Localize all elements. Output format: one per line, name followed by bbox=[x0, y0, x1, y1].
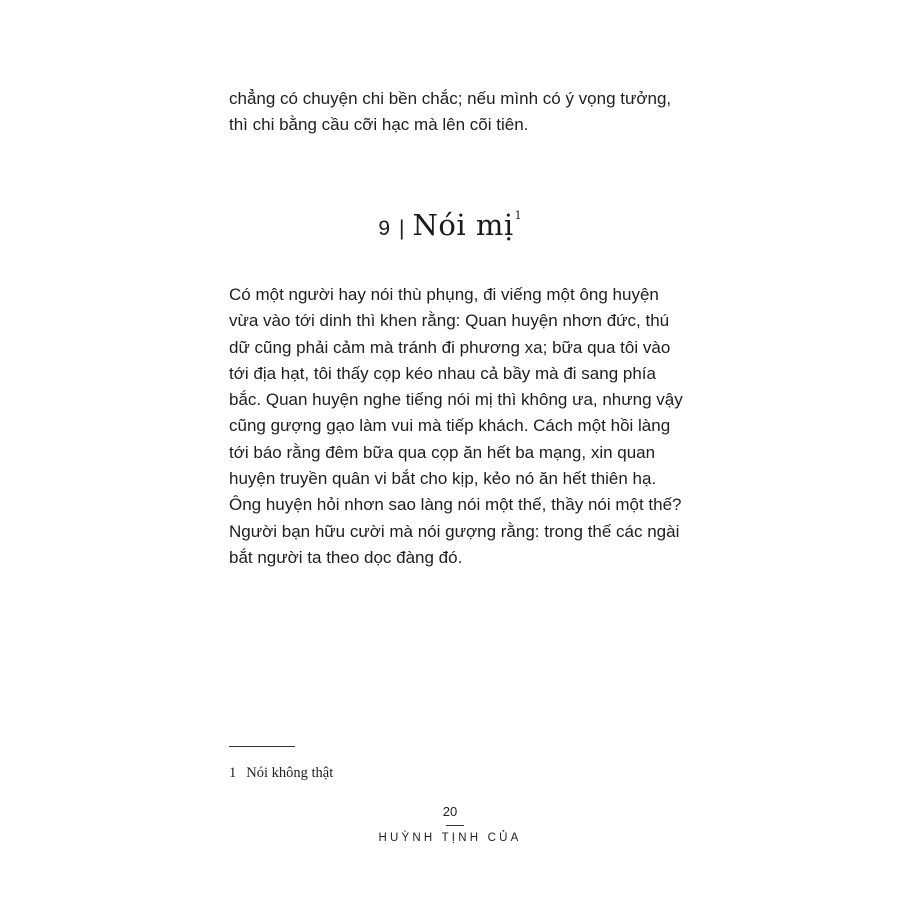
section-number: 9 bbox=[378, 217, 392, 240]
footnote-text: Nói không thật bbox=[246, 765, 334, 781]
text-line: tới báo rằng đêm bữa qua cọp ăn hết ba mạng, xin quan bbox=[229, 442, 656, 462]
footnote-number: 1 bbox=[229, 765, 237, 781]
footnote-marker: 1 bbox=[514, 209, 522, 222]
heading-separator: | bbox=[399, 217, 405, 240]
text-line: dữ cũng phải cảm mà tránh đi phương xa; bữa qua tôi vào bbox=[229, 337, 671, 357]
page-number: 20 bbox=[442, 804, 458, 819]
text-line: tới địa hạt, tôi thấy cọp kéo nhau cả bầy mà đi sang phía bbox=[229, 363, 656, 383]
text-line: Người bạn hữu cười mà nói gượng rằng: trong thế các ngài bbox=[229, 521, 680, 541]
page-number-divider bbox=[446, 825, 464, 826]
text-line: vừa vào tới dinh thì khen rằng: Quan huyện nhơn đức, thú bbox=[229, 311, 670, 331]
footnote-divider bbox=[229, 746, 295, 747]
text-line: chẳng có chuyện chi bền chắc; nếu mình có ý vọng tưởng, bbox=[229, 89, 672, 108]
text-line: huyện truyền quân vi bắt cho kịp, kẻo nó ăn hết thiên hạ. bbox=[229, 469, 657, 489]
running-footer-author: HUỲNH TỊNH CỦA bbox=[378, 832, 522, 844]
text-line: bắc. Quan huyện nghe tiếng nói mị thì không ưa, nhưng vậy bbox=[229, 390, 683, 410]
story-paragraph bbox=[229, 282, 686, 571]
text-line: Ông huyện hỏi nhơn sao làng nói một thế, thầy nói một thế? bbox=[229, 495, 682, 515]
text-line: thì chi bằng cầu cỡi hạc mà lên cõi tiên. bbox=[229, 115, 529, 135]
section-heading bbox=[0, 208, 900, 242]
text-line: cũng gượng gạo làm vui mà tiếp khách. Cách một hồi làng bbox=[229, 416, 671, 436]
continued-paragraph bbox=[229, 86, 686, 139]
text-line: bắt người ta theo dọc đàng đó. bbox=[229, 547, 463, 567]
footnote bbox=[229, 765, 333, 782]
text-line: Có một người hay nói thù phụng, đi viếng một ông huyện bbox=[229, 285, 659, 304]
section-title: Nói mị bbox=[412, 208, 514, 242]
